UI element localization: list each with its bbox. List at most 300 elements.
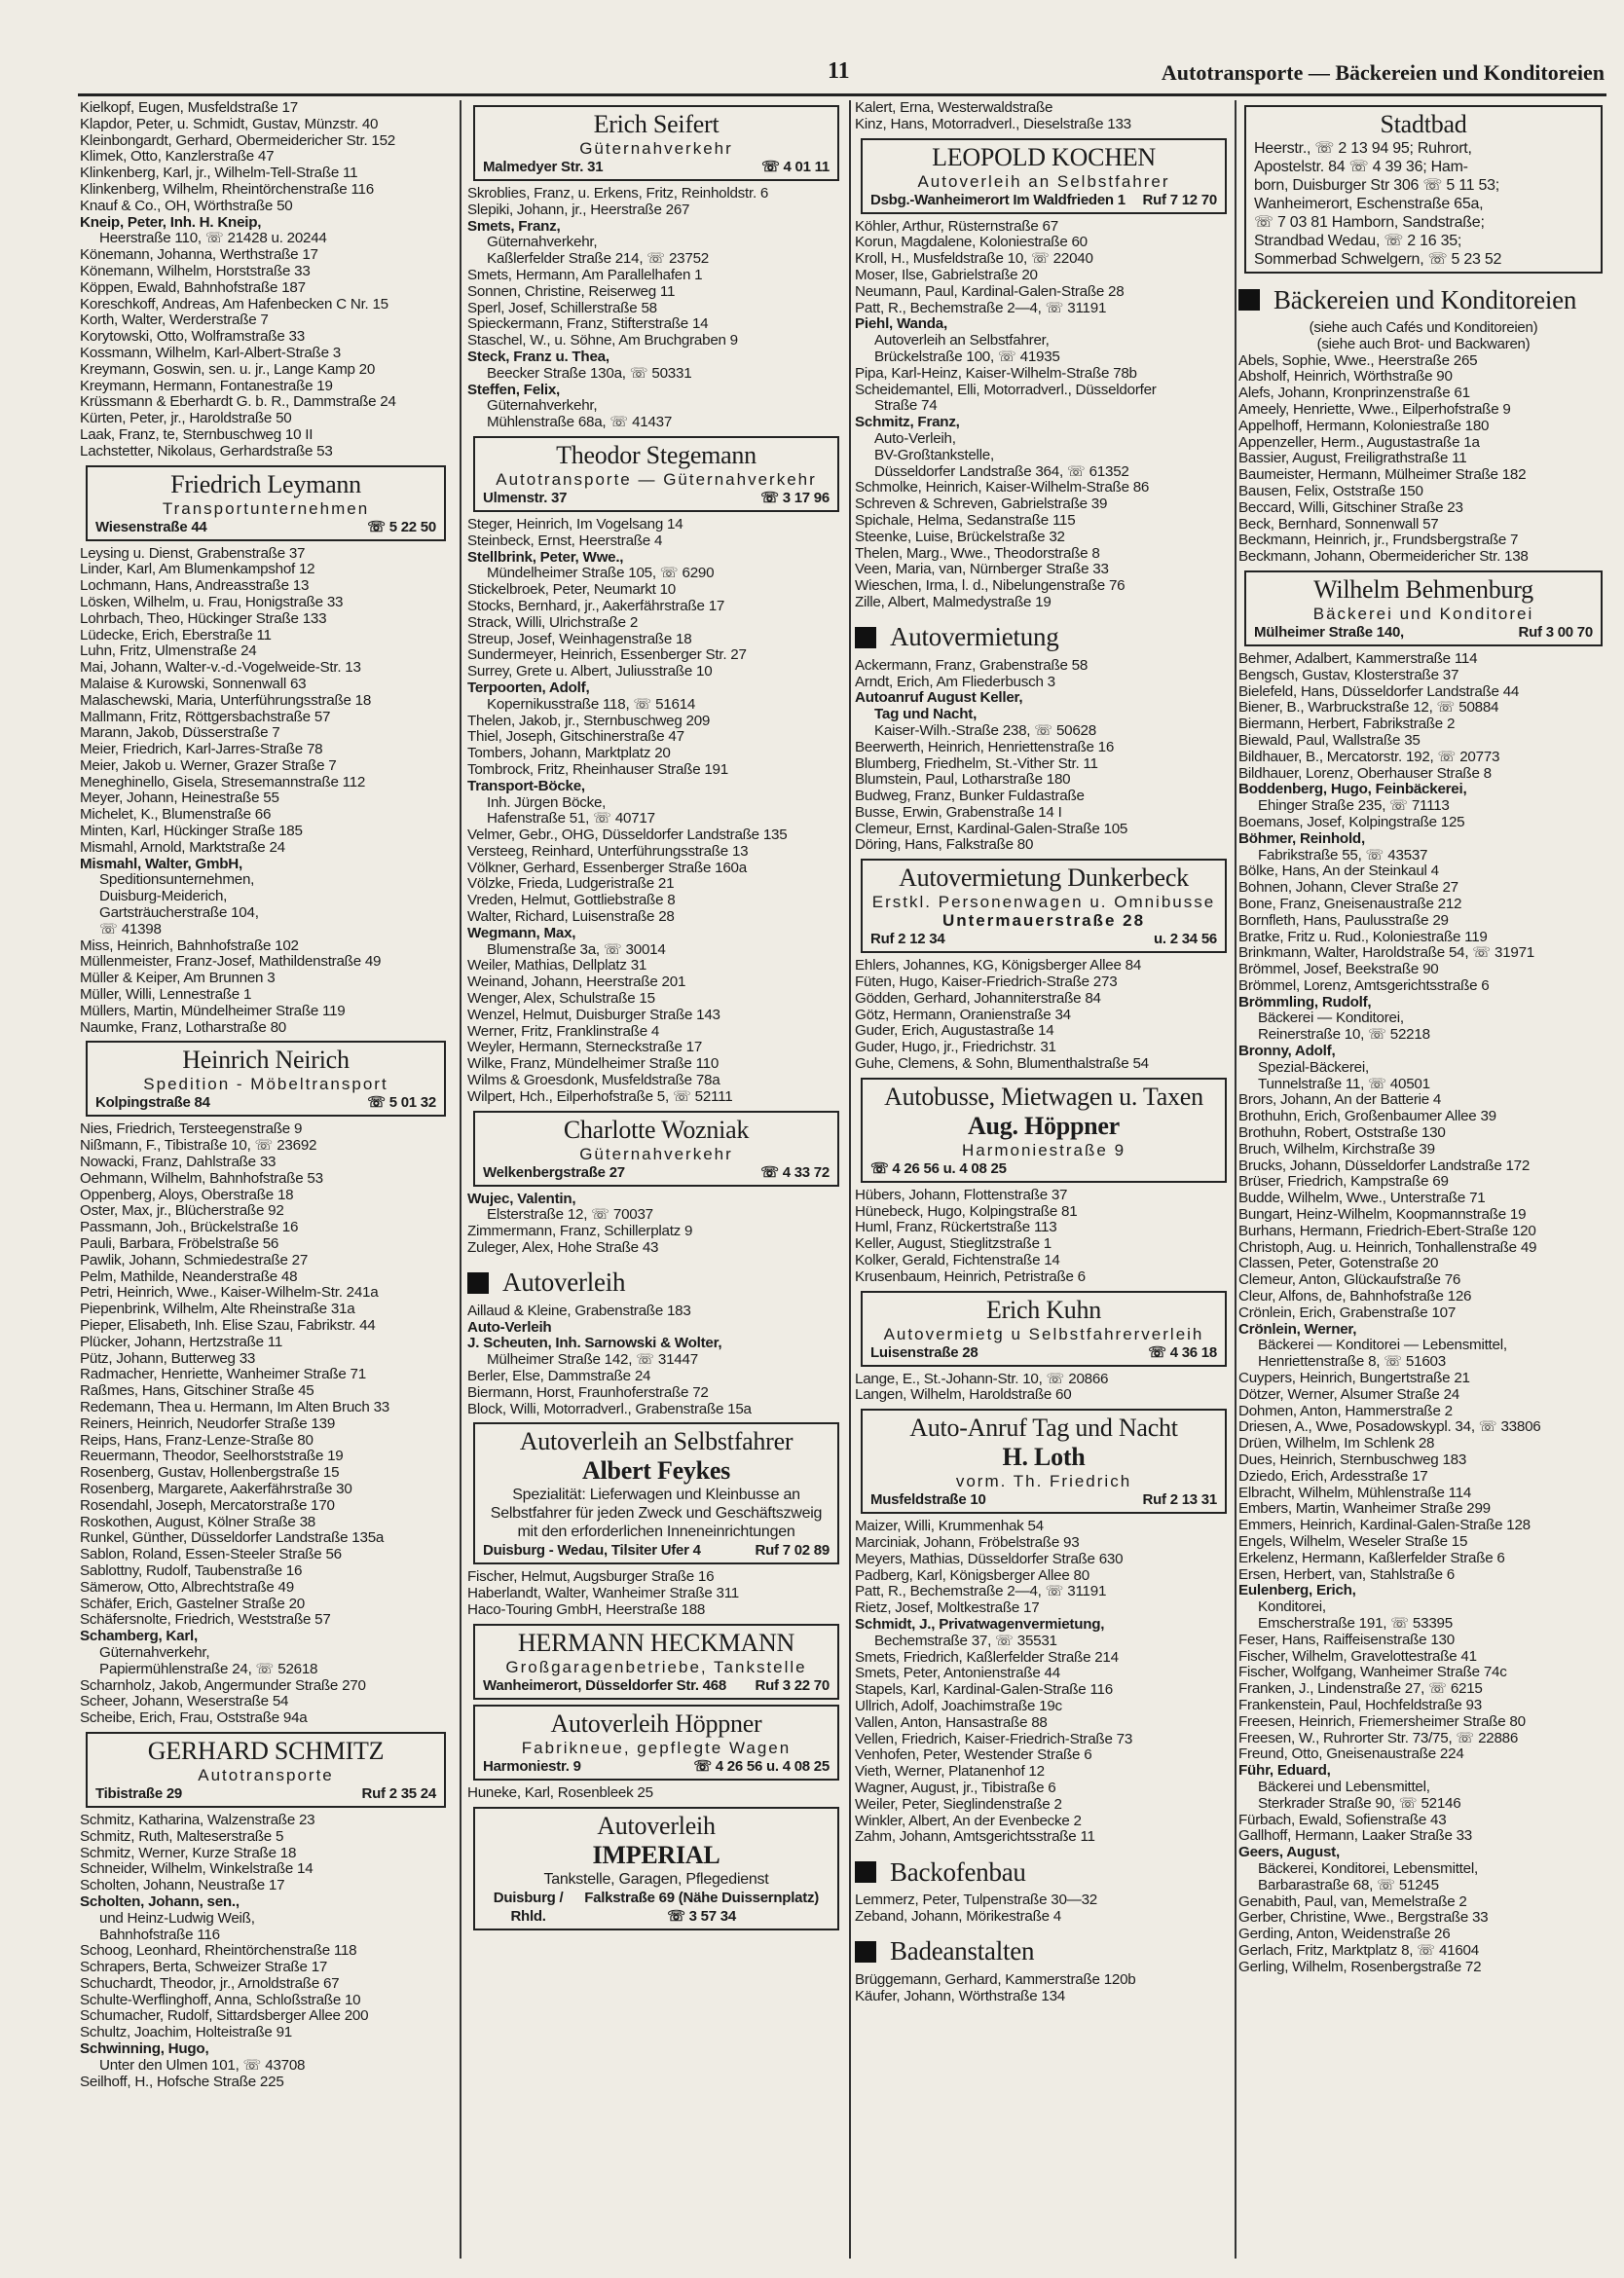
advert-box bbox=[861, 138, 1227, 214]
directory-entry: Kalert, Erna, Westerwaldstraße bbox=[855, 100, 1053, 116]
directory-entry: Ullrich, Adolf, Joachimstraße 19c bbox=[855, 1699, 1062, 1714]
directory-entry: Blumberg, Friedhelm, St.-Vither Str. 11 bbox=[855, 755, 1098, 772]
directory-entry: Schamberg, Karl, bbox=[80, 1629, 198, 1645]
advert-subtitle: Autotransporte bbox=[198, 1765, 334, 1784]
advert-contact-row bbox=[483, 158, 830, 176]
directory-entry: Völzke, Frieda, Ludgeristraße 21 bbox=[467, 876, 675, 893]
directory-entry: Crönlein, Erich, Grabenstraße 107 bbox=[1238, 1304, 1457, 1321]
advert-line: Wanheimerort, Eschenstraße 65a, bbox=[1254, 196, 1484, 212]
directory-entry: Wujec, Valentin, bbox=[467, 1191, 576, 1207]
directory-entry: Veen, Maria, van, Nürnberger Straße 33 bbox=[855, 562, 1109, 578]
directory-entry: Fürbach, Ewald, Sofienstraße 43 bbox=[1238, 1812, 1447, 1828]
directory-entry: Huneke, Karl, Rosenbleek 25 bbox=[467, 1784, 653, 1801]
directory-entry: Oehmann, Wilhelm, Bahnhofstraße 53 bbox=[80, 1170, 323, 1187]
directory-entry: Drüen, Wilhelm, Im Schlenk 28 bbox=[1238, 1436, 1435, 1452]
section-marker-icon bbox=[855, 627, 876, 648]
directory-entry: Bohnen, Johann, Clever Straße 27 bbox=[1238, 880, 1458, 897]
advert-subtitle: Autoverleih an Selbstfahrer bbox=[917, 171, 1170, 191]
header-rule bbox=[78, 93, 1606, 96]
directory-entry: Boddenberg, Hugo, Feinbäckerei, bbox=[1238, 782, 1467, 798]
directory-entry: Barbarastraße 68, ☏ 51245 bbox=[1258, 1877, 1439, 1893]
directory-entry: Brömmel, Josef, Beekstraße 90 bbox=[1238, 962, 1439, 978]
directory-entry: Güternahverkehr, bbox=[99, 1644, 210, 1661]
cross-reference-note: (siehe auch Cafés und Konditoreien) bbox=[1309, 319, 1538, 336]
directory-entry: Weinand, Johann, Heerstraße 201 bbox=[467, 974, 686, 991]
directory-entry: Auto-Verleih bbox=[467, 1319, 552, 1336]
directory-entry: Brinkmann, Walter, Haroldstraße 54, ☏ 31971 bbox=[1238, 945, 1534, 962]
directory-entry: Lemmerz, Peter, Tulpenstraße 30—32 bbox=[855, 1892, 1097, 1909]
directory-entry: Weiler, Peter, Sieglindenstraße 2 bbox=[855, 1796, 1062, 1813]
advert-phone: Ruf 3 00 70 bbox=[1518, 623, 1593, 641]
directory-entry: Fischer, Helmut, Augsburger Straße 16 bbox=[467, 1569, 715, 1586]
directory-entry: Kreymann, Goswin, sen. u. jr., Lange Kamp 20 bbox=[80, 361, 376, 378]
running-head: Autotransporte — Bäckereien und Konditoreien bbox=[1161, 60, 1605, 85]
directory-entry: Frankenstein, Paul, Hochfeldstraße 93 bbox=[1238, 1697, 1482, 1713]
directory-entry: Dues, Heinrich, Sternbuschweg 183 bbox=[1238, 1452, 1467, 1468]
directory-entry: Elsterstraße 12, ☏ 70037 bbox=[487, 1207, 653, 1224]
directory-entry: Hübers, Johann, Flottenstraße 37 bbox=[855, 1187, 1068, 1203]
advert-subtitle: Transportunternehmen bbox=[162, 498, 370, 518]
advert-box bbox=[861, 1409, 1227, 1514]
directory-entry: Reuermann, Theodor, Seelhorststraße 19 bbox=[80, 1449, 344, 1465]
advert-contact-row bbox=[95, 518, 436, 536]
directory-entry: Müllers, Martin, Mündelheimer Straße 119 bbox=[80, 1003, 346, 1019]
directory-entry: Wenzel, Helmut, Duisburger Straße 143 bbox=[467, 1007, 720, 1023]
directory-entry: Marann, Jakob, Düsserstraße 7 bbox=[80, 725, 280, 742]
directory-entry: Biermann, Herbert, Fabrikstraße 2 bbox=[1238, 716, 1456, 733]
advert-text: Spezialität: Lieferwagen und Kleinbusse an Selbstfahrer für jeden Zweck und Geschäftszweig mit den erforderlichen Inneneinrichtungen bbox=[490, 1487, 823, 1541]
directory-entry: Ehlers, Johannes, KG, Königsberger Allee 84 bbox=[855, 958, 1142, 974]
directory-entry: Eulenberg, Erich, bbox=[1238, 1583, 1356, 1599]
directory-entry: Pelm, Mathilde, Neanderstraße 48 bbox=[80, 1268, 298, 1285]
directory-entry: Padberg, Karl, Königsberger Allee 80 bbox=[855, 1567, 1089, 1584]
advert-box bbox=[473, 1422, 839, 1564]
cross-reference-note: (siehe auch Brot- und Backwaren) bbox=[1316, 335, 1531, 352]
directory-entry: Piepenbrink, Wilhelm, Alte Rheinstraße 31a bbox=[80, 1302, 355, 1318]
directory-entry: Wenger, Alex, Schulstraße 15 bbox=[467, 991, 655, 1008]
directory-entry: Thelen, Jakob, jr., Sternbuschweg 209 bbox=[467, 713, 711, 729]
advert-line: Sommerbad Schwelgern, ☏ 5 23 52 bbox=[1254, 251, 1502, 268]
section-title: Bäckereien und Konditoreien bbox=[1273, 284, 1577, 314]
directory-entry: Pauli, Barbara, Fröbelstraße 56 bbox=[80, 1236, 279, 1253]
advert-phone: ☏ 4 33 72 bbox=[760, 1163, 830, 1181]
advert-box bbox=[473, 1807, 839, 1930]
advert-phone: ☏ 5 01 32 bbox=[367, 1094, 436, 1112]
advert-phone: ☏ 3 17 96 bbox=[760, 489, 830, 506]
directory-entry: Wieschen, Irma, l. d., Nibelungenstraße 76 bbox=[855, 578, 1126, 595]
directory-entry: Redemann, Thea u. Hermann, Im Alten Bruch 33 bbox=[80, 1399, 389, 1415]
directory-entry: Terpoorten, Adolf, bbox=[467, 680, 590, 696]
directory-entry: Könemann, Johanna, Werthstraße 17 bbox=[80, 247, 318, 264]
directory-entry: Spieckermann, Franz, Stifterstraße 14 bbox=[467, 316, 709, 333]
directory-entry: Tunnelstraße 11, ☏ 40501 bbox=[1258, 1076, 1430, 1092]
directory-entry: Pieper, Elisabeth, Inh. Elise Szau, Fabrikstr. 44 bbox=[80, 1318, 376, 1334]
directory-entry: Schreven & Schreven, Gabrielstraße 39 bbox=[855, 496, 1108, 513]
column-2 bbox=[467, 100, 845, 1935]
directory-entry: Beecker Straße 130a, ☏ 50331 bbox=[487, 365, 692, 382]
directory-entry: Schumacher, Rudolf, Sittardsberger Allee 200 bbox=[80, 2008, 369, 2025]
advert-box bbox=[1244, 105, 1603, 274]
directory-entry: Steck, Franz u. Thea, bbox=[467, 349, 609, 365]
directory-entry: Kaßlerfelder Straße 214, ☏ 23752 bbox=[487, 251, 709, 268]
advert-title: Autovermietung Dunkerbeck bbox=[899, 863, 1189, 893]
directory-entry: Luhn, Fritz, Ulmenstraße 24 bbox=[80, 643, 257, 660]
directory-entry: Lüdecke, Erich, Eberstraße 11 bbox=[80, 627, 272, 643]
advert-title: Autoverleih Höppner bbox=[550, 1708, 762, 1738]
directory-entry: Gerding, Anton, Weidenstraße 26 bbox=[1238, 1927, 1451, 1943]
advert-box bbox=[473, 1624, 839, 1700]
directory-entry: Zuleger, Alex, Hohe Straße 43 bbox=[467, 1240, 659, 1257]
directory-entry: Düsseldorfer Landstraße 364, ☏ 61352 bbox=[874, 463, 1129, 480]
directory-entry: ☏ 41398 bbox=[99, 921, 162, 937]
directory-entry: Führ, Eduard, bbox=[1238, 1763, 1331, 1780]
advert-contact-row bbox=[483, 489, 830, 507]
directory-entry: Biener, B., Warbruckstraße 12, ☏ 50884 bbox=[1238, 700, 1499, 716]
directory-entry: Bornfleth, Hans, Paulusstraße 29 bbox=[1238, 912, 1449, 929]
directory-entry: Bassier, August, Freiligrathstraße 11 bbox=[1238, 451, 1467, 467]
directory-entry: Appelhoff, Hermann, Koloniestraße 180 bbox=[1238, 418, 1490, 434]
directory-entry: Bratke, Fritz u. Rud., Koloniestraße 119 bbox=[1238, 929, 1488, 945]
directory-entry: Steger, Heinrich, Im Vogelsang 14 bbox=[467, 516, 683, 533]
directory-entry: Wagner, August, jr., Tibistraße 6 bbox=[855, 1780, 1056, 1796]
directory-entry: Käufer, Johann, Wörthstraße 134 bbox=[855, 1988, 1065, 2004]
directory-entry: Kleinbongardt, Gerhard, Obermeidericher Str. 152 bbox=[80, 132, 395, 149]
advert-contact-row bbox=[483, 1163, 830, 1182]
directory-entry: Spichale, Helma, Sedanstraße 115 bbox=[855, 512, 1076, 529]
directory-entry: Müller, Willi, Lennestraße 1 bbox=[80, 987, 252, 1004]
directory-entry: Bäckerei, Konditorei, Lebensmittel, bbox=[1258, 1860, 1478, 1877]
advert-contact-row bbox=[870, 1159, 1217, 1178]
directory-entry: Korun, Magdalene, Koloniestraße 60 bbox=[855, 235, 1088, 251]
advert-title: Heinrich Neirich bbox=[182, 1046, 350, 1075]
directory-entry: Korth, Walter, Werderstraße 7 bbox=[80, 312, 269, 329]
directory-entry: Duisburg-Meiderich, bbox=[99, 889, 228, 905]
directory-entry: Hafenstraße 51, ☏ 40717 bbox=[487, 811, 655, 827]
directory-entry: Beckmann, Johann, Obermeidericher Str. 138 bbox=[1238, 549, 1529, 566]
directory-entry: Dötzer, Werner, Alsumer Straße 24 bbox=[1238, 1386, 1459, 1403]
advert-line: Apostelstr. 84 ☏ 4 39 36; Ham- bbox=[1254, 159, 1468, 175]
directory-entry: Güternahverkehr, bbox=[487, 235, 598, 251]
directory-entry: Wilke, Franz, Mündelheimer Straße 110 bbox=[467, 1056, 720, 1073]
directory-entry: Kopernikusstraße 118, ☏ 51614 bbox=[487, 696, 696, 713]
directory-entry: Tombers, Johann, Marktplatz 20 bbox=[467, 746, 671, 762]
directory-entry: Guhe, Clemens, & Sohn, Blumenthalstraße 54 bbox=[855, 1056, 1149, 1073]
directory-entry: Gerling, Wilhelm, Rosenbergstraße 72 bbox=[1238, 1959, 1482, 1975]
advert-subtitle: Fabrikneue, gepflegte Wagen bbox=[521, 1738, 792, 1757]
directory-entry: Beerwerth, Heinrich, Henriettenstraße 16 bbox=[855, 739, 1115, 755]
directory-entry: Steffen, Felix, bbox=[467, 382, 560, 398]
directory-entry: Embers, Martin, Wanheimer Straße 299 bbox=[1238, 1501, 1491, 1518]
advert-contact-row bbox=[870, 1343, 1217, 1362]
directory-entry: Langen, Wilhelm, Haroldstraße 60 bbox=[855, 1387, 1072, 1404]
directory-entry: Fabrikstraße 55, ☏ 43537 bbox=[1258, 847, 1428, 863]
directory-entry: Unter den Ulmen 101, ☏ 43708 bbox=[99, 2057, 306, 2074]
directory-entry: Mai, Johann, Walter-v.-d.-Vogelweide-Str. 13 bbox=[80, 660, 361, 677]
section-title: Badeanstalten bbox=[890, 1936, 1035, 1966]
directory-entry: Oppenberg, Aloys, Oberstraße 18 bbox=[80, 1187, 294, 1203]
directory-entry: Neumann, Paul, Kardinal-Galen-Straße 28 bbox=[855, 283, 1125, 300]
directory-entry: Köppen, Ewald, Bahnhofstraße 187 bbox=[80, 279, 306, 296]
directory-entry: Smets, Friedrich, Kaßlerfelder Straße 214 bbox=[855, 1649, 1119, 1666]
directory-entry: Wilpert, Hch., Eilperhofstraße 5, ☏ 52111 bbox=[467, 1088, 733, 1105]
directory-entry: Tag und Nacht, bbox=[874, 707, 978, 723]
directory-entry: Müller & Keiper, Am Brunnen 3 bbox=[80, 971, 276, 987]
directory-entry: Schoog, Leonhard, Rheintörchenstraße 118 bbox=[80, 1943, 357, 1960]
directory-entry: Abels, Sophie, Wwe., Heerstraße 265 bbox=[1238, 352, 1478, 369]
directory-entry: Schwinning, Hugo, bbox=[80, 2041, 209, 2058]
directory-entry: Brüggemann, Gerhard, Kammerstraße 120b bbox=[855, 1971, 1136, 1988]
advert-box bbox=[861, 859, 1227, 953]
directory-entry: Kolker, Gerald, Fichtenstraße 14 bbox=[855, 1253, 1060, 1269]
directory-entry: Nißmann, F., Tibistraße 10, ☏ 23692 bbox=[80, 1138, 317, 1155]
directory-entry: Ersen, Herbert, van, Stahlstraße 6 bbox=[1238, 1566, 1455, 1583]
advert-phone: Ruf 2 35 24 bbox=[361, 1784, 436, 1802]
directory-entry: Stapels, Karl, Kardinal-Galen-Straße 116 bbox=[855, 1682, 1113, 1699]
directory-entry: Beccard, Willi, Gitschiner Straße 23 bbox=[1238, 499, 1463, 516]
directory-entry: Ehinger Straße 235, ☏ 71113 bbox=[1258, 798, 1450, 815]
directory-entry: Klimek, Otto, Kanzlerstraße 47 bbox=[80, 149, 275, 165]
directory-entry: Meier, Jakob u. Werner, Grazer Straße 7 bbox=[80, 757, 337, 774]
directory-entry: Schuchardt, Theodor, jr., Arnoldstraße 67 bbox=[80, 1975, 340, 1992]
advert-subtitle: Untermauerstraße 28 bbox=[941, 911, 1146, 931]
directory-entry: Klinkenberg, Karl, jr., Wilhelm-Tell-Straße 11 bbox=[80, 165, 358, 182]
directory-entry: Kreymann, Hermann, Fontanestraße 19 bbox=[80, 378, 333, 394]
directory-entry: Christoph, Aug. u. Heinrich, Tonhallenstraße 49 bbox=[1238, 1239, 1537, 1256]
directory-entry: Böhmer, Reinhold, bbox=[1238, 830, 1365, 847]
directory-entry: Patt, R., Bechemstraße 2—4, ☏ 31191 bbox=[855, 1584, 1107, 1600]
directory-entry: Behmer, Adalbert, Kammerstraße 114 bbox=[1238, 650, 1478, 667]
directory-entry: Zille, Albert, Malmedystraße 19 bbox=[855, 594, 1052, 610]
directory-entry: Lösken, Wilhelm, u. Frau, Honigstraße 33 bbox=[80, 594, 344, 610]
directory-entry: Strack, Willi, Ulrichstraße 2 bbox=[467, 614, 639, 631]
advert-line: born, Duisburger Str 306 ☏ 5 11 53; bbox=[1254, 177, 1499, 194]
directory-entry: Brömmling, Rudolf, bbox=[1238, 994, 1372, 1010]
directory-entry: Scheibe, Erich, Frau, Oststraße 94a bbox=[80, 1710, 308, 1727]
advert-subtitle: Erstkl. Personenwagen u. Omnibusse bbox=[871, 893, 1216, 912]
advert-title: H. Loth bbox=[1002, 1443, 1086, 1472]
directory-entry: Dziedo, Erich, Ardesstraße 17 bbox=[1238, 1468, 1428, 1485]
section-marker-icon bbox=[855, 1861, 876, 1883]
directory-entry: Weyler, Hermann, Sterneckstraße 17 bbox=[467, 1040, 703, 1056]
directory-entry: Stocks, Bernhard, jr., Aakerfährstraße 17 bbox=[467, 598, 725, 614]
section-heading bbox=[855, 1856, 1233, 1887]
section-title: Autoverleih bbox=[502, 1268, 626, 1298]
page-header bbox=[0, 56, 1624, 90]
directory-entry: Budweg, Franz, Bunker Fuldastraße bbox=[855, 789, 1085, 805]
directory-entry: Meneghinello, Gisela, Stresemannstraße 112 bbox=[80, 774, 366, 790]
section-marker-icon bbox=[467, 1272, 489, 1294]
page-number: 11 bbox=[828, 58, 850, 84]
directory-entry: Sablottny, Rudolf, Taubenstraße 16 bbox=[80, 1562, 303, 1579]
directory-entry: Burhans, Hermann, Friedrich-Ebert-Straße 120 bbox=[1238, 1223, 1536, 1239]
directory-entry: Pawlik, Johann, Schmiedestraße 27 bbox=[80, 1252, 309, 1268]
advert-box bbox=[86, 465, 446, 541]
directory-entry: Rosendahl, Joseph, Mercatorstraße 170 bbox=[80, 1497, 335, 1514]
directory-entry: Köhler, Arthur, Rüsternstraße 67 bbox=[855, 218, 1058, 235]
directory-entry: Papiermühlenstraße 24, ☏ 52618 bbox=[99, 1661, 318, 1677]
directory-entry: Oster, Max, jr., Blücherstraße 92 bbox=[80, 1203, 284, 1220]
directory-entry: Slepiki, Johann, jr., Heerstraße 267 bbox=[467, 202, 690, 218]
directory-entry: Autoverleih an Selbstfahrer, bbox=[874, 333, 1050, 349]
directory-entry: Classen, Peter, Gotenstraße 20 bbox=[1238, 1256, 1439, 1272]
directory-entry: Knauf & Co., OH, Wörthstraße 50 bbox=[80, 198, 293, 214]
directory-entry: Transport-Böcke, bbox=[467, 778, 585, 794]
directory-entry: Bungart, Heinz-Wilhelm, Koopmannstraße 19 bbox=[1238, 1207, 1527, 1224]
directory-entry: Huml, Franz, Rückertstraße 113 bbox=[855, 1220, 1057, 1236]
directory-entry: Absholf, Heinrich, Wörthstraße 90 bbox=[1238, 369, 1453, 386]
directory-entry: Meyers, Mathias, Düsseldorfer Straße 630 bbox=[855, 1551, 1124, 1567]
directory-entry: Patt, R., Bechemstraße 2—4, ☏ 31191 bbox=[855, 300, 1107, 316]
advert-line: Heerstr., ☏ 2 13 94 95; Ruhrort, bbox=[1254, 140, 1472, 157]
directory-entry: Koreschkoff, Andreas, Am Hafenbecken C Nr. 15 bbox=[80, 296, 388, 312]
directory-entry: Rosenberg, Margarete, Aakerfährstraße 30 bbox=[80, 1481, 352, 1497]
directory-entry: Lohrbach, Theo, Hückinger Straße 133 bbox=[80, 610, 327, 627]
directory-entry: Raßmes, Hans, Gitschiner Straße 45 bbox=[80, 1383, 314, 1400]
directory-entry: Kroll, H., Musfeldstraße 10, ☏ 22040 bbox=[855, 251, 1093, 268]
directory-entry: Clemeur, Anton, Glückaufstraße 76 bbox=[1238, 1272, 1461, 1289]
directory-entry: Brückelstraße 100, ☏ 41935 bbox=[874, 349, 1060, 365]
directory-entry: Zeband, Johann, Mörikestraße 4 bbox=[855, 1908, 1061, 1925]
column-1 bbox=[80, 100, 452, 2090]
advert-contact-row bbox=[483, 1889, 830, 1926]
directory-entry: Kneip, Peter, Inh. H. Kneip, bbox=[80, 214, 262, 231]
directory-entry: Schmitz, Katharina, Walzenstraße 23 bbox=[80, 1812, 315, 1828]
directory-entry: Crönlein, Werner, bbox=[1238, 1321, 1357, 1338]
directory-entry: Minten, Karl, Hückinger Straße 185 bbox=[80, 824, 303, 840]
directory-entry: Block, Willi, Motorradverl., Grabenstraße 15a bbox=[467, 1401, 752, 1417]
advert-address: Mülheimer Straße 140, bbox=[1254, 623, 1404, 641]
advert-box bbox=[86, 1732, 446, 1808]
directory-entry: Döring, Hans, Falkstraße 80 bbox=[855, 837, 1034, 854]
directory-entry: Bruch, Wilhelm, Kirchstraße 39 bbox=[1238, 1141, 1435, 1157]
directory-entry: Boemans, Josef, Kolpingstraße 125 bbox=[1238, 814, 1465, 830]
directory-entry: Mülheimer Straße 142, ☏ 31447 bbox=[487, 1352, 698, 1369]
directory-entry: Reiners, Heinrich, Neudorfer Straße 139 bbox=[80, 1415, 336, 1432]
directory-entry: Schäfer, Erich, Gastelner Straße 20 bbox=[80, 1596, 305, 1612]
advert-box bbox=[861, 1078, 1227, 1183]
directory-entry: Schultz, Joachim, Holteistraße 91 bbox=[80, 2025, 292, 2041]
advert-line: ☏ 7 03 81 Hamborn, Sandstraße; bbox=[1254, 214, 1485, 231]
directory-entry: Freesen, W., Ruhrorter Str. 73/75, ☏ 22886 bbox=[1238, 1730, 1519, 1746]
advert-subtitle: Spedition - Möbeltransport bbox=[143, 1075, 388, 1094]
section-heading bbox=[1238, 284, 1608, 314]
advert-title: Stadtbad bbox=[1380, 110, 1467, 138]
directory-entry: Geers, August, bbox=[1238, 1845, 1340, 1861]
directory-entry: Runkel, Günther, Düsseldorfer Landstraße 135a bbox=[80, 1530, 385, 1547]
directory-entry: Leysing u. Dienst, Grabenstraße 37 bbox=[80, 545, 306, 562]
advert-phone: Ruf 3 22 70 bbox=[755, 1676, 830, 1694]
directory-entry: Biewald, Paul, Wallstraße 35 bbox=[1238, 732, 1421, 749]
advert-phone: Falkstraße 69 (Nähe Duissernplatz) ☏ 3 57 34 bbox=[584, 1889, 819, 1925]
directory-entry: Elbracht, Wilhelm, Mühlenstraße 114 bbox=[1238, 1485, 1472, 1501]
directory-entry: Gartsträucherstraße 104, bbox=[99, 905, 259, 922]
directory-entry: Blumenstraße 3a, ☏ 30014 bbox=[487, 941, 666, 958]
directory-entry: Brothuhn, Erich, Großenbaumer Allee 39 bbox=[1238, 1109, 1496, 1125]
section-heading bbox=[467, 1268, 845, 1298]
directory-entry: Stickelbroek, Peter, Neumarkt 10 bbox=[467, 582, 677, 599]
directory-entry: BV-Großtankstelle, bbox=[874, 447, 994, 463]
advert-text: Tankstelle, Garagen, Pflegedienst bbox=[543, 1870, 769, 1888]
directory-entry: Autoanruf August Keller, bbox=[855, 690, 1023, 707]
directory-entry: Weiler, Mathias, Dellplatz 31 bbox=[467, 958, 647, 974]
directory-entry: Guder, Erich, Augustastraße 14 bbox=[855, 1023, 1054, 1040]
advert-address: Duisburg - Wedau, Tilsiter Ufer 4 bbox=[483, 1542, 701, 1560]
directory-entry: Mismahl, Arnold, Marktstraße 24 bbox=[80, 839, 285, 856]
directory-entry: Bengsch, Gustav, Klosterstraße 37 bbox=[1238, 667, 1459, 683]
directory-entry: Vellen, Friedrich, Kaiser-Friedrich-Straße 73 bbox=[855, 1731, 1133, 1747]
directory-entry: Schäfersnolte, Friedrich, Weststraße 57 bbox=[80, 1612, 331, 1629]
directory-entry: Fischer, Wolfgang, Wanheimer Straße 74c bbox=[1238, 1665, 1507, 1681]
directory-entry: Velmer, Gebr., OHG, Düsseldorfer Landstraße 135 bbox=[467, 827, 788, 844]
directory-entry: Auto-Verleih, bbox=[874, 430, 956, 447]
directory-entry: Schulte-Werflinghoff, Anna, Schloßstraße 10 bbox=[80, 1992, 361, 2008]
advert-line: Strandbad Wedau, ☏ 2 16 35; bbox=[1254, 233, 1462, 249]
directory-entry: Konditorei, bbox=[1258, 1599, 1326, 1616]
directory-entry: Guder, Hugo, jr., Friedrichstr. 31 bbox=[855, 1040, 1056, 1056]
directory-entry: Bahnhofstraße 116 bbox=[99, 1927, 220, 1943]
advert-phone: ☏ 4 36 18 bbox=[1148, 1343, 1217, 1361]
directory-entry: Baumeister, Hermann, Mülheimer Straße 182 bbox=[1238, 467, 1527, 484]
directory-entry: J. Scheuten, Inh. Sarnowski & Wolter, bbox=[467, 1336, 722, 1352]
directory-entry: Mismahl, Walter, GmbH, bbox=[80, 856, 242, 872]
advert-address: Dsbg.-Wanheimerort Im Waldfrieden 1 bbox=[870, 191, 1126, 208]
directory-entry: Mündelheimer Straße 105, ☏ 6290 bbox=[487, 566, 715, 582]
directory-entry: Seilhoff, H., Hofsche Straße 225 bbox=[80, 2074, 284, 2090]
directory-entry: Pipa, Karl-Heinz, Kaiser-Wilhelm-Straße 78b bbox=[855, 365, 1137, 382]
directory-entry: Bäckerei — Konditorei — Lebensmittel, bbox=[1258, 1338, 1507, 1354]
advert-subtitle: Güternahverkehr bbox=[579, 139, 733, 158]
directory-entry: Versteeg, Reinhard, Unterführungsstraße 13 bbox=[467, 843, 749, 860]
directory-entry: Kielkopf, Eugen, Musfeldstraße 17 bbox=[80, 100, 298, 116]
advert-phone: Ruf 7 12 70 bbox=[1142, 191, 1217, 208]
directory-entry: Vreden, Helmut, Gottliebstraße 8 bbox=[467, 893, 676, 909]
directory-entry: Mühlenstraße 68a, ☏ 41437 bbox=[487, 415, 673, 431]
directory-entry: Wilms & Groesdonk, Musfeldstraße 78a bbox=[467, 1073, 720, 1089]
directory-entry: Busse, Erwin, Grabenstraße 14 I bbox=[855, 804, 1062, 821]
advert-box bbox=[86, 1041, 446, 1117]
directory-entry: Straße 74 bbox=[874, 398, 938, 415]
directory-entry: Rietz, Josef, Moltkestraße 17 bbox=[855, 1600, 1040, 1617]
directory-entry: Bildhauer, B., Mercatorstr. 192, ☏ 20773 bbox=[1238, 749, 1500, 765]
advert-title: Wilhelm Behmenburg bbox=[1313, 574, 1533, 604]
directory-entry: Schmidt, J., Privatwagenvermietung, bbox=[855, 1617, 1105, 1634]
advert-contact-row bbox=[870, 930, 1217, 948]
directory-entry: Staschel, W., u. Söhne, Am Bruchgraben 9 bbox=[467, 333, 738, 349]
directory-entry: Keller, August, Stieglitzstraße 1 bbox=[855, 1236, 1052, 1253]
column-divider bbox=[1235, 100, 1236, 2259]
directory-entry: Schrapers, Berta, Schweizer Straße 17 bbox=[80, 1960, 328, 1976]
directory-entry: Wegmann, Max, bbox=[467, 925, 576, 941]
directory-entry: Clemeur, Ernst, Kardinal-Galen-Straße 105 bbox=[855, 821, 1128, 837]
directory-entry: Ameely, Henriette, Wwe., Eilperhofstraße 9 bbox=[1238, 401, 1511, 418]
advert-title: Autoverleih an Selbstfahrer bbox=[519, 1427, 794, 1456]
directory-entry: Vallen, Anton, Hansastraße 88 bbox=[855, 1714, 1048, 1731]
directory-entry: Engels, Wilhelm, Weseler Straße 15 bbox=[1238, 1533, 1468, 1550]
directory-entry: Berler, Else, Dammstraße 24 bbox=[467, 1369, 651, 1385]
advert-contact-row bbox=[95, 1784, 436, 1803]
section-heading bbox=[855, 622, 1233, 652]
directory-entry: Scholten, Johann, Neustraße 17 bbox=[80, 1878, 285, 1894]
advert-subtitle: vorm. Th. Friedrich bbox=[955, 1472, 1132, 1491]
advert-address: Ulmenstr. 37 bbox=[483, 489, 568, 506]
directory-entry: Biermann, Horst, Fraunhoferstraße 72 bbox=[467, 1384, 709, 1401]
directory-entry: Sonnen, Christine, Reiserweg 11 bbox=[467, 283, 676, 300]
directory-entry: Roskothen, August, Kölner Straße 38 bbox=[80, 1514, 315, 1530]
advert-subtitle: Güternahverkehr bbox=[579, 1144, 733, 1163]
advert-contact-row bbox=[483, 1757, 830, 1776]
directory-entry: Freund, Otto, Gneisenaustraße 224 bbox=[1238, 1746, 1464, 1763]
directory-entry: Sterkrader Straße 90, ☏ 52146 bbox=[1258, 1795, 1461, 1812]
